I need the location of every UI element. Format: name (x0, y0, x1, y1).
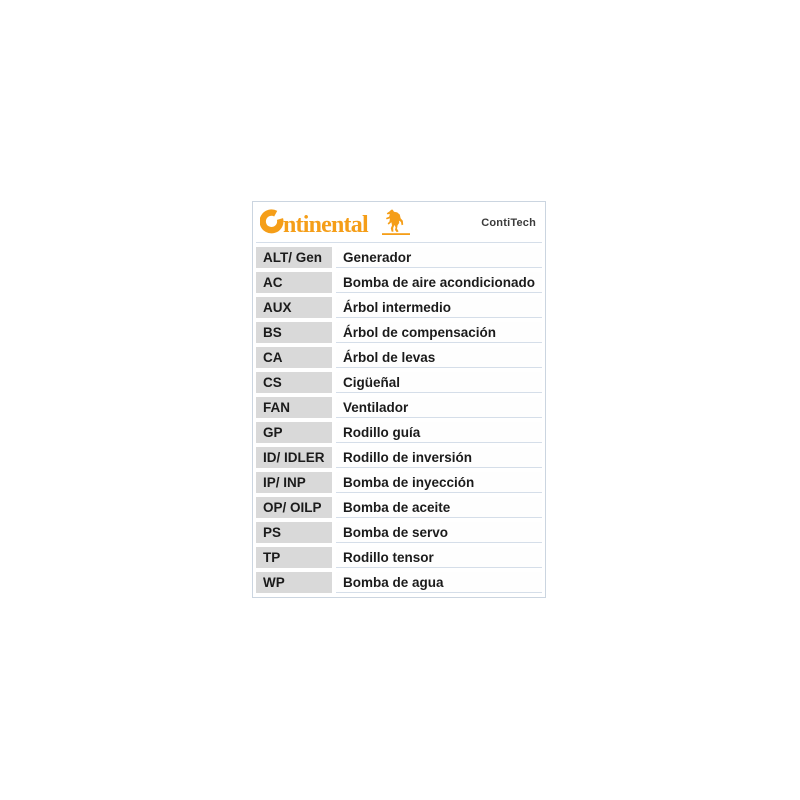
abbreviation-cell: WP (256, 572, 332, 593)
logo-underline (382, 233, 410, 235)
table-row (256, 447, 542, 468)
description-cell: Rodillo guía (336, 422, 542, 443)
description-cell: Bomba de inyección (336, 472, 542, 493)
description-cell: Árbol de compensación (336, 322, 542, 343)
abbreviation-cell: AC (256, 272, 332, 293)
abbreviation-cell: CS (256, 372, 332, 393)
description-cell: Ventilador (336, 397, 542, 418)
abbreviation-cell: FAN (256, 397, 332, 418)
logo-letter-c (261, 210, 283, 232)
description-cell: Generador (336, 247, 542, 268)
table-row (256, 297, 542, 318)
abbreviation-legend-panel (252, 201, 546, 598)
abbreviation-cell: CA (256, 347, 332, 368)
continental-wordmark (260, 208, 412, 238)
description-cell: Bomba de aire acondicionado (336, 272, 542, 293)
table-row (256, 522, 542, 543)
table-row (256, 422, 542, 443)
abbreviation-cell: AUX (256, 297, 332, 318)
abbreviation-cell: TP (256, 547, 332, 568)
description-cell: Bomba de aceite (336, 497, 542, 518)
table-row (256, 322, 542, 343)
description-cell: Rodillo de inversión (336, 447, 542, 468)
table-row (256, 497, 542, 518)
abbreviation-cell: ID/ IDLER (256, 447, 332, 468)
table-row (256, 372, 542, 393)
table-row (256, 397, 542, 418)
continental-horse-icon (386, 209, 403, 232)
legend-table (256, 247, 542, 593)
table-row (256, 572, 542, 593)
abbreviation-cell: IP/ INP (256, 472, 332, 493)
description-cell: Bomba de agua (336, 572, 542, 593)
table-row (256, 347, 542, 368)
table-row (256, 272, 542, 293)
abbreviation-cell: ALT/ Gen (256, 247, 332, 268)
description-cell: Bomba de servo (336, 522, 542, 543)
description-cell: Árbol de levas (336, 347, 542, 368)
abbreviation-cell: BS (256, 322, 332, 343)
table-row (256, 547, 542, 568)
abbreviation-cell: GP (256, 422, 332, 443)
table-row (256, 247, 542, 268)
table-row (256, 472, 542, 493)
description-cell: Cigüeñal (336, 372, 542, 393)
contitech-wordmark: ContiTech (481, 216, 536, 229)
logo-letters: ntinental (283, 211, 368, 238)
description-cell: Árbol intermedio (336, 297, 542, 318)
brand-header (256, 205, 542, 243)
abbreviation-cell: PS (256, 522, 332, 543)
abbreviation-cell: OP/ OILP (256, 497, 332, 518)
continental-logo (260, 208, 412, 238)
description-cell: Rodillo tensor (336, 547, 542, 568)
